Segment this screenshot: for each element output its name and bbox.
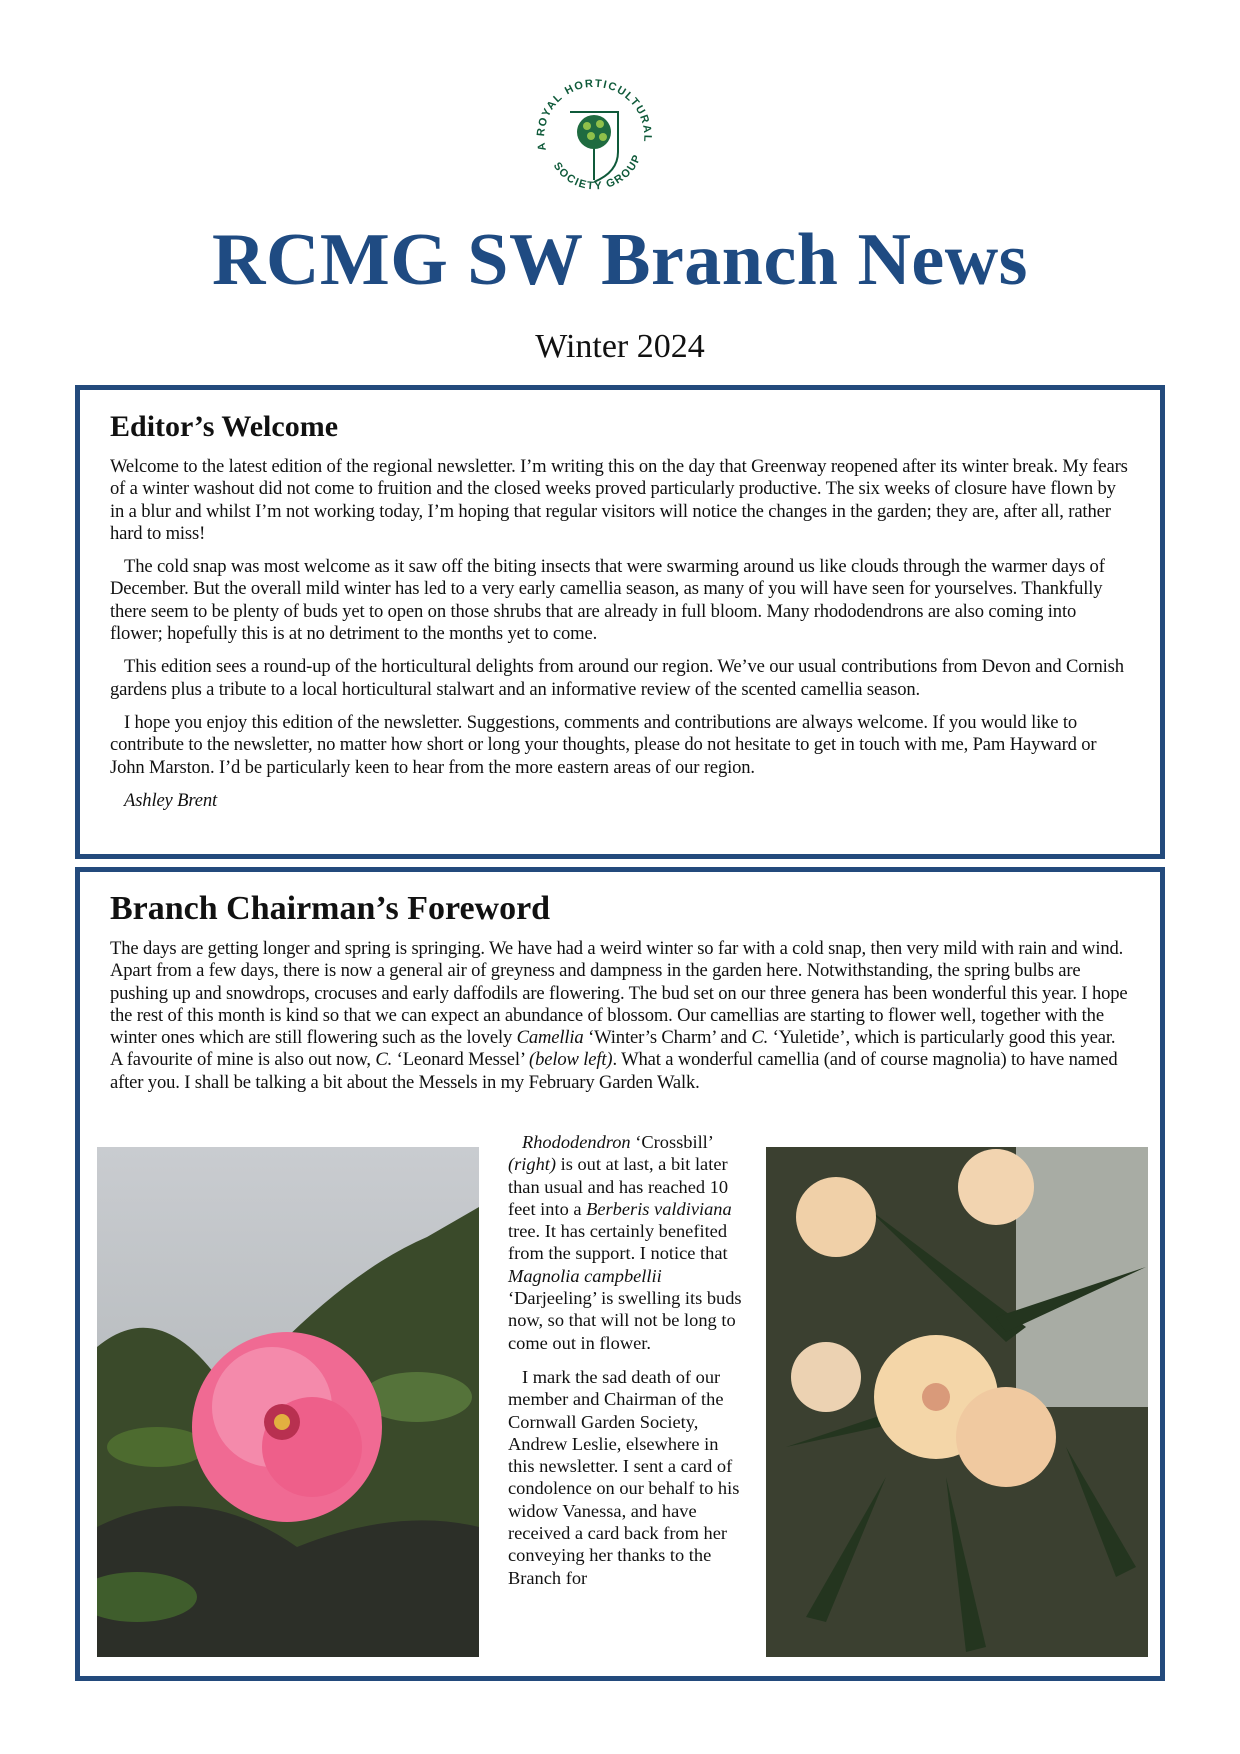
text-run: The cold snap was most welcome as it saw off the biting insects that were swarming around us like clouds through the warmer days of December. But the overall mild winter has led to a very early camellia season, as many of you will have seen for yourselves. Thankfully there seem to be plenty of buds yet to open on those shrubs that are already in full bloom. Many rhododendrons are also coming into flower; hopefully this is at no detriment to the months yet to come. [110, 556, 1105, 645]
text-run: tree. It has certainly benefited from the support. I notice that [508, 1221, 728, 1264]
camellia-leonard-messel-photo [97, 1147, 479, 1657]
paragraph [110, 712, 1130, 779]
italic-text: C. [375, 1049, 393, 1071]
italic-text: Magnolia campbellii [508, 1265, 662, 1286]
text-run: ‘Winter’s Charm’ and [583, 1027, 752, 1049]
paragraph [508, 1366, 748, 1589]
text-run: ‘Leonard Messel’ [392, 1049, 530, 1071]
svg-text:A ROYAL HORTICULTURAL: A ROYAL HORTICULTURAL [535, 77, 654, 152]
text-run: I hope you enjoy this edition of the newsletter. Suggestions, comments and contributions are always welcome. If you would like to contribute to the newsletter, no matter how short or long your thoughts, please do not hesitate to get in touch with me, Pam Hayward or John Marston. I’d be particularly keen to hear from the more eastern areas of our region. [110, 711, 1097, 778]
text-run: ‘Crossbill’ [630, 1132, 713, 1152]
editor-signature: Ashley Brent [124, 789, 218, 811]
italic-text: (right) [508, 1154, 557, 1175]
text-run: This edition sees a round-up of the horticultural delights from around our region. We’ve our usual contributions from Devon and Cornish gardens plus a tribute to a local horticultural stalwart and an informative review of the scented camellia season. [110, 656, 1124, 700]
camellia-flower [192, 1332, 382, 1522]
text-run: . What a wonderful camellia (and of course magnolia) to have named after you. I shall be talking a bit about the Messels in my February Garden Walk. [110, 1049, 1118, 1093]
paragraph [110, 656, 1130, 701]
text-run: The days are getting longer and spring is springing. We have had a weird winter so far with a cold snap, then very mild with rain and wind. Apart from a few days, there is now a general air of greyness and dampness in the garden here. Notwithstanding, the spring bulbs are pushing up and snowdrops, crocuses and early daffodils are flowering. The bud set on our three genera has been wonderful this year. I hope the rest of this month is kind so that we can expect an abundance of blossom. Our camellias are starting to flower well, together with the winter ones which are still flowering such as the lovely [110, 938, 1128, 1049]
svg-text:SOCIETY GROUP: SOCIETY GROUP [550, 152, 644, 193]
text-column [508, 1131, 748, 1601]
text-run: is out at last, a bit later than usual and has reached 10 feet into a [508, 1154, 729, 1219]
text-run: Welcome to the latest edition of the regional newsletter. I’m writing this on the day that Greenway reopened after its winter break. My fears of a winter washout did not come to fruition and the closed weeks proved particularly productive. The six weeks of closure have flown by in a blur and whilst I’m not working today, I’m hoping that regular visitors will notice the changes in the garden; they are, after all, rather hard to miss! [110, 456, 1128, 544]
italic-text: C. [751, 1027, 769, 1049]
paragraph [508, 1131, 748, 1354]
text-run: ‘Yuletide’, which is particularly good this year. A favourite of mine is also out now, [110, 1027, 1116, 1071]
section-heading: Editor’s Welcome [110, 410, 339, 443]
italic-text: Rhododendron [522, 1132, 631, 1152]
section-heading: Branch Chairman’s Foreword [110, 890, 551, 927]
text-run: ‘Darjeeling’ is swelling its buds now, so that will not be long to come out in flower. [508, 1288, 742, 1353]
italic-text: (below left) [529, 1049, 613, 1071]
paragraph [110, 938, 1130, 1094]
paragraph [110, 456, 1130, 545]
newsletter-title: RCMG SW Branch News [212, 219, 1028, 301]
rhs-group-logo [528, 72, 660, 204]
italic-text: Camellia [516, 1027, 584, 1049]
text-run: I mark the sad death of our member and Chairman of the Cornwall Garden Society, Andrew Leslie, elsewhere in this newsletter. I sent a card of condolence on our behalf to his widow Vanessa, and have received a card back from her conveying her thanks to the Branch for [508, 1366, 740, 1588]
issue-date: Winter 2024 [535, 328, 705, 365]
rhododendron-crossbill-photo [766, 1147, 1148, 1657]
paragraph [110, 556, 1130, 645]
editors-welcome-section [75, 385, 1165, 859]
italic-text: Berberis valdiviana [586, 1198, 732, 1219]
